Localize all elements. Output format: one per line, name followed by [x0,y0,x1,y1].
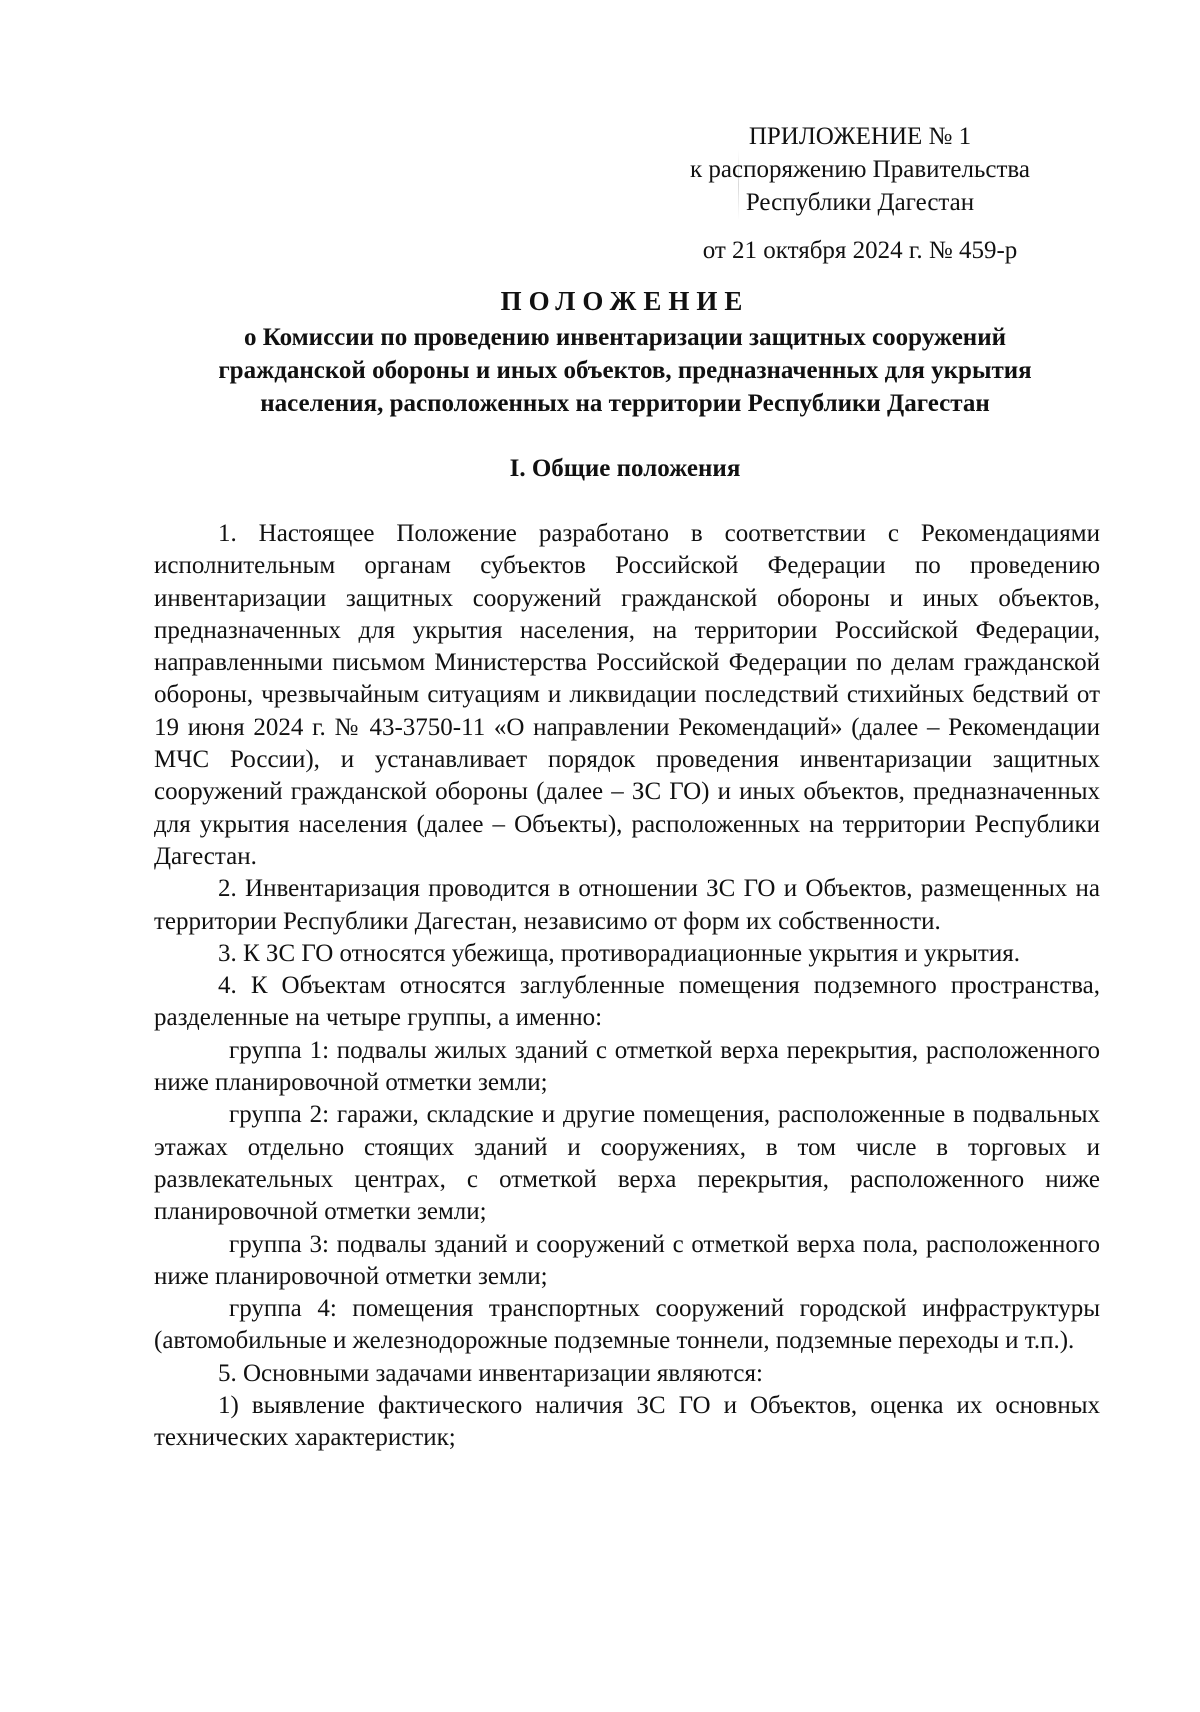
appendix-reference: к распоряжению Правительства [689,156,1030,183]
group-item-1: группа 1: подвалы жилых зданий с отметкой верха перекрытия, расположенного ниже планировочной отметки земли; [154,1036,1100,1097]
group-item-4: группа 4: помещения транспортных сооружений городской инфраструктуры (автомобильные и железнодорожные подземные тоннели, подземные переходы и т.п.). [154,1295,1100,1355]
subtitle-line: гражданской обороны и иных объектов, предназначенных для укрытия [218,357,1032,384]
group-item-3: группа 3: подвалы зданий и сооружений с отметкой верха пола, расположенного ниже планировочной отметки земли; [154,1230,1100,1290]
paragraph-1: 1. Настоящее Положение разработано в соответствии с Рекомендациями исполнительным органам субъектов Российской Федерации по проведению инвентаризации защитных сооружений гражданской обороны и иных объектов, предназначенных для укрытия населения, на территории Российской Федерации, направленными письмом Министерства Российской Федерации по делам гражданской обороны, чрезвычайным ситуациям и ликвидации последствий стихийных бедствий от 19 июня 2024 г. № 43-3750-11 «О направлении Рекомендаций» (далее – Рекомендации МЧС России), и устанавливает порядок проведения инвентаризации защитных сооружений гражданской обороны (далее – ЗС ГО) и иных объектов, предназначенных для укрытия населения (далее – Объекты), расположенных на территории Республики Дагестан. [154,520,1100,870]
document-body [154,518,1100,1455]
subtitle-line: о Комиссии по проведению инвентаризации защитных сооружений [243,324,1007,351]
group-item-2: группа 2: гаражи, складские и другие помещения, расположенные в подвальных этажах отдельно стоящих зданий и сооружениях, в том числе в торговых и развлекательных центрах, с отметкой верха перекрытия, расположенного ниже планировочной отметки земли; [154,1101,1100,1226]
section-heading: I. Общие положения [509,455,741,482]
document-title: ПОЛОЖЕНИЕ [500,286,750,316]
paragraph-2: 2. Инвентаризация проводится в отношении ЗС ГО и Объектов, размещенных на территории Республики Дагестан, независимо от форм их собственности. [154,875,1100,935]
paragraph-4: 4. К Объектам относятся заглубленные помещения подземного пространства, разделенные на четыре группы, а именно: [154,972,1100,1032]
appendix-issuer: Республики Дагестан [745,189,975,216]
appendix-date: от 21 октября 2024 г. № 459-р [702,237,1018,264]
task-item-1: 1) выявление фактического наличия ЗС ГО и Объектов, оценка их основных технических характеристик; [154,1392,1100,1452]
paragraph-5: 5. Основными задачами инвентаризации являются: [218,1359,763,1387]
appendix-label: ПРИЛОЖЕНИЕ № 1 [748,123,972,150]
document-title-block [150,284,1100,420]
paragraph-3: 3. К ЗС ГО относятся убежища, противорадиационные укрытия и укрытия. [218,939,1020,967]
subtitle-line: населения, расположенных на территории Республики Дагестан [260,390,990,417]
appendix-block [660,120,1060,267]
document-subtitle [150,321,1100,420]
